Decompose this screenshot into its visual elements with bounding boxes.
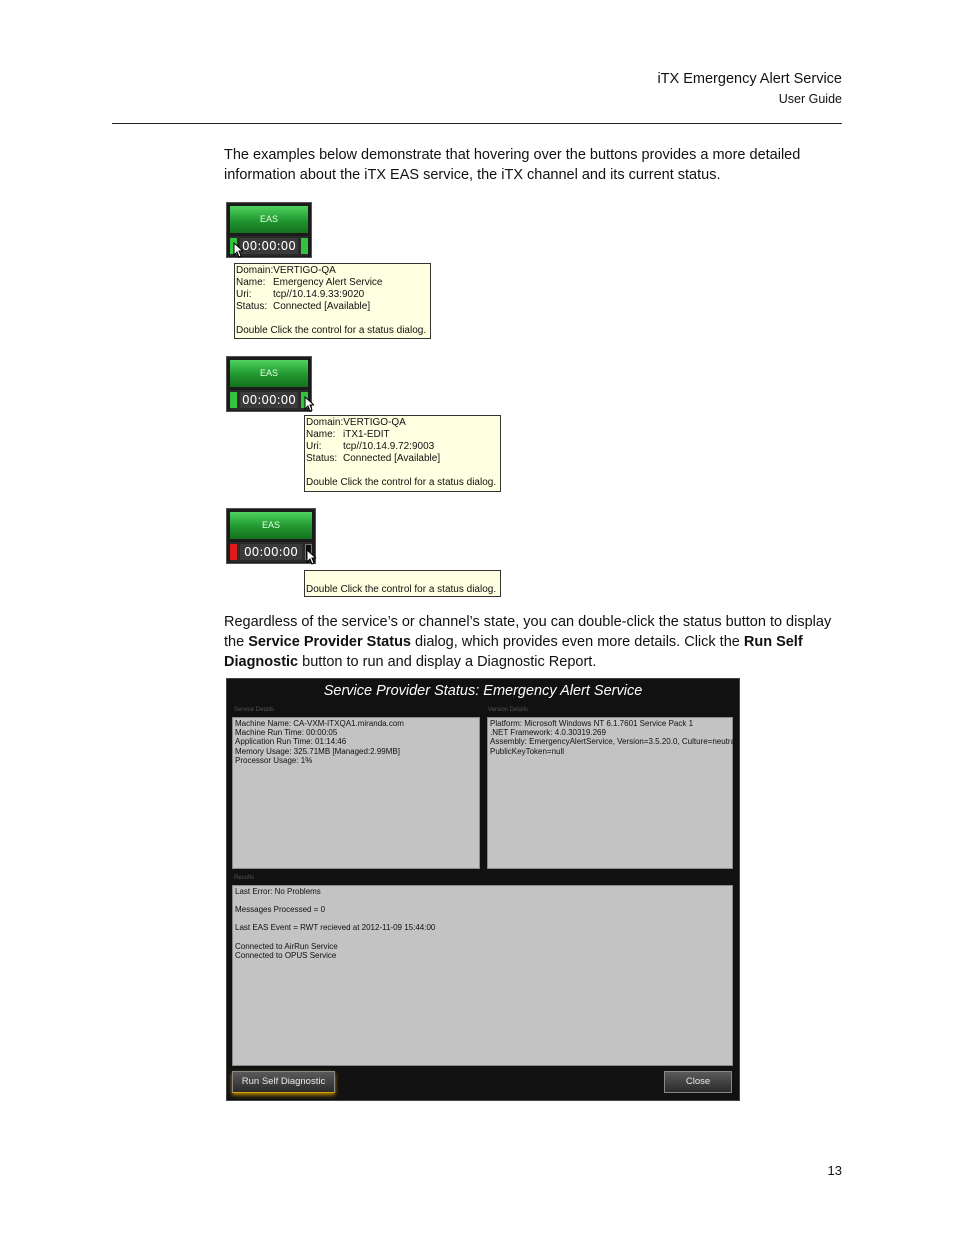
header-title: iTX Emergency Alert Service — [657, 71, 842, 87]
para-text-2: dialog, which provides even more details. Click the — [411, 634, 744, 650]
tooltip-status: Connected [Available] — [273, 301, 371, 312]
eas-channel-bar — [230, 390, 308, 410]
tooltip-status-label: Status: — [236, 301, 268, 312]
version-detail-line: .NET Framework: 4.0.30319.269 — [490, 728, 606, 738]
close-button[interactable]: Close — [664, 1071, 732, 1093]
para-bold-service-provider-status: Service Provider Status — [248, 634, 411, 650]
result-line: Last Error: No Problems — [235, 887, 321, 896]
dialog-title: Service Provider Status: Emergency Alert Service — [323, 683, 643, 699]
version-details-panel — [487, 717, 740, 869]
tooltip-name: iTX1-EDIT — [343, 429, 390, 440]
tooltip-uri-label: Uri: — [306, 441, 322, 452]
channel-status-led — [301, 238, 308, 254]
tooltip-name-label: Name: — [236, 277, 266, 288]
version-detail-line: Assembly: EmergencyAlertService, Version=3.5.20.0, Culture=neutral, — [490, 737, 740, 747]
tooltip-domain: VERTIGO-QA — [273, 265, 336, 276]
result-line: Connected to AirRun Service — [235, 941, 338, 951]
mouse-cursor-icon — [306, 549, 316, 565]
service-status-led — [230, 392, 237, 408]
service-detail-line: Machine Name: CA-VXM-ITXQA1.miranda.com — [235, 719, 404, 728]
header-subtitle: User Guide — [778, 92, 842, 106]
mouse-cursor-icon — [304, 396, 314, 412]
para-text-3: button to run and display a Diagnostic Report. — [298, 654, 597, 670]
result-line: Connected to OPUS Service — [235, 950, 337, 960]
eas-time: 00:00:00 — [240, 544, 302, 560]
tooltip-uri: tcp//10.14.9.72:9003 — [343, 441, 435, 452]
version-detail-line: Platform: Microsoft Windows NT 6.1.7601 Service Pack 1 — [490, 719, 694, 728]
eas-time: 00:00:00 — [240, 238, 298, 254]
empty-tooltip — [304, 570, 501, 597]
run-self-diagnostic-button[interactable]: Run Self Diagnostic — [232, 1071, 335, 1093]
eas-channel-bar — [230, 542, 312, 562]
tooltip-name-label: Name: — [306, 429, 336, 440]
service-detail-line: Application Run Time: 01:14:46 — [235, 737, 347, 747]
service-detail-line: Memory Usage: 325.71MB [Managed:2.99MB] — [235, 746, 400, 756]
results-label: Results — [234, 875, 255, 881]
para-text-1: Regardless of the service’s or channel’s state, you can double-click the status button to display the — [224, 614, 832, 650]
description-paragraph — [224, 612, 846, 672]
results-panel — [232, 885, 733, 1066]
eas-status-button[interactable] — [226, 508, 316, 564]
channel-tooltip — [304, 415, 501, 492]
tooltip-name: Emergency Alert Service — [273, 277, 383, 288]
eas-time: 00:00:00 — [240, 392, 298, 408]
header-rule — [112, 123, 842, 124]
tooltip-status: Connected [Available] — [343, 453, 441, 464]
service-status-led — [230, 544, 237, 560]
tooltip-domain: VERTIGO-QA — [343, 417, 406, 428]
version-detail-line: PublicKeyToken=null — [490, 746, 565, 756]
page-number: 13 — [827, 1163, 842, 1178]
service-detail-line: Processor Usage: 1% — [235, 755, 313, 765]
tooltip-uri-label: Uri: — [236, 289, 252, 300]
service-tooltip — [234, 263, 431, 339]
tooltip-domain-label: Domain: — [306, 417, 344, 428]
service-details-label: Service Details — [234, 707, 275, 713]
result-line: Last EAS Event = RWT recieved at 2012-11-09 15:44:00 — [235, 923, 436, 933]
eas-status-button[interactable] — [226, 356, 312, 412]
tooltip-uri: tcp//10.14.9.33:9020 — [273, 289, 365, 300]
tooltip-domain-label: Domain: — [236, 265, 274, 276]
version-details-label: Version Details — [488, 707, 529, 713]
intro-paragraph: The examples below demonstrate that hovering over the buttons provides a more detailed information about the iTX EAS service, the iTX channel and its current status. — [224, 147, 801, 183]
mouse-cursor-icon — [233, 242, 243, 258]
tooltip-hint: Double Click the control for a status dialog. — [306, 477, 497, 488]
tooltip-hint: Double Click the control for a status dialog. — [306, 584, 497, 595]
eas-label: EAS — [230, 206, 308, 233]
service-provider-status-dialog — [226, 678, 740, 1101]
service-detail-line: Machine Run Time: 00:00:05 — [235, 728, 338, 738]
tooltip-status-label: Status: — [306, 453, 338, 464]
tooltip-hint: Double Click the control for a status dialog. — [236, 325, 427, 336]
para-bold-run-self-diagnostic: Run Self Diagnostic — [224, 634, 803, 670]
eas-label: EAS — [230, 512, 312, 539]
result-line: Messages Processed = 0 — [235, 905, 326, 915]
service-details-panel — [232, 717, 480, 869]
eas-label: EAS — [230, 360, 308, 387]
